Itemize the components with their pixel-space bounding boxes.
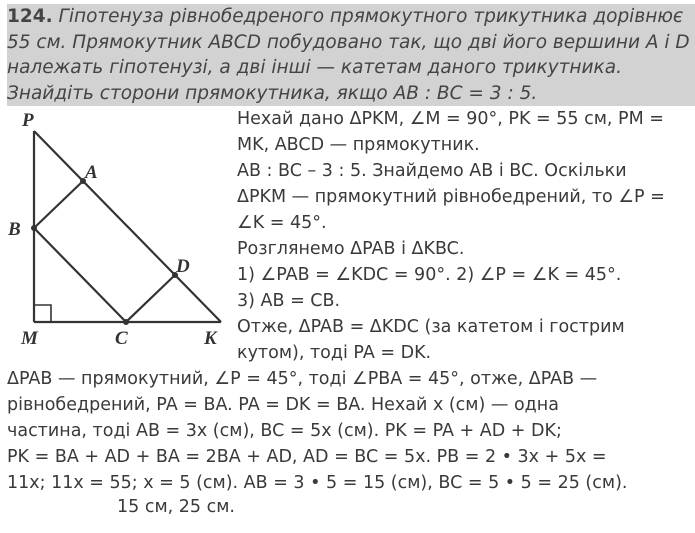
label-C: C bbox=[115, 328, 128, 344]
solution-line: Нехай дано ΔPKM, ∠M = 90°, PK = 55 см, PM = bbox=[237, 109, 664, 129]
label-M: M bbox=[21, 328, 38, 344]
solution-line: Отже, ΔPAB = ΔKDC (за катетом і гострим bbox=[237, 317, 625, 337]
solution-right-column bbox=[237, 106, 665, 366]
solution-line: MK, ABCD — прямокутник. bbox=[237, 135, 480, 155]
hypotenuse-PK bbox=[34, 131, 221, 322]
solution-line: ∠K = 45°. bbox=[237, 213, 327, 233]
rect-side-AB bbox=[34, 181, 83, 228]
point-C bbox=[123, 319, 129, 325]
solution-line: Розглянемо ΔPAB і ΔKBC. bbox=[237, 239, 465, 259]
point-B bbox=[31, 225, 37, 231]
answer: 15 см, 25 см. bbox=[117, 497, 235, 517]
problem-statement bbox=[7, 4, 695, 106]
label-K: K bbox=[204, 328, 217, 344]
solution-line: ΔPAB — прямокутний, ∠P = 45°, тоді ∠PBA = 45°, отже, ΔPAB — bbox=[7, 369, 598, 389]
problem-line-1: 124. Гіпотенуза рівнобедреного прямокутного трикутника дорівнює bbox=[7, 6, 684, 27]
label-A: A bbox=[85, 162, 98, 183]
solution-line: AB : BC – 3 : 5. Знайдемо AB і BC. Оскільки bbox=[237, 161, 627, 181]
problem-line-2: 55 см. Прямокутник ABCD побудовано так, що дві його вершини A і D bbox=[7, 31, 690, 53]
solution-line: 11x; 11x = 55; x = 5 (см). AB = 3 • 5 = 15 (см), BC = 5 • 5 = 25 (см). bbox=[7, 473, 628, 493]
label-D: D bbox=[176, 256, 190, 277]
rect-side-BC bbox=[34, 228, 126, 322]
label-B: B bbox=[8, 219, 21, 240]
solution-line: ΔPKM — прямокутний рівнобедрений, то ∠P = bbox=[237, 187, 665, 207]
solution-line: рівнобедрений, PA = BA. PA = DK = BA. Нехай x (см) — одна bbox=[7, 395, 559, 415]
triangle-figure bbox=[0, 104, 232, 344]
rect-side-CD bbox=[126, 275, 175, 322]
problem-line-3: належать гіпотенузі, а дві інші — катетам даного трикутника. bbox=[7, 57, 622, 78]
solution-full-width bbox=[7, 366, 627, 496]
solution-line: PK = BA + AD + BA = 2BA + AD, AD = BC = 5x. PB = 2 • 3x + 5x = bbox=[7, 447, 607, 467]
solution-line: 1) ∠PAB = ∠KDC = 90°. 2) ∠P = ∠K = 45°. bbox=[237, 265, 622, 285]
label-P: P bbox=[22, 110, 34, 131]
right-angle-mark bbox=[34, 305, 51, 322]
solution-line: кутом), тоді PA = DK. bbox=[237, 343, 432, 363]
solution-line: 3) AB = CB. bbox=[237, 291, 341, 311]
problem-number: 124. bbox=[7, 6, 53, 27]
solution-line: частина, тоді AB = 3x (см), BC = 5x (см). PK = PA + AD + DK; bbox=[7, 421, 562, 441]
problem-line-4: Знайдіть сторони прямокутника, якщо AB : BC = 3 : 5. bbox=[7, 82, 538, 104]
